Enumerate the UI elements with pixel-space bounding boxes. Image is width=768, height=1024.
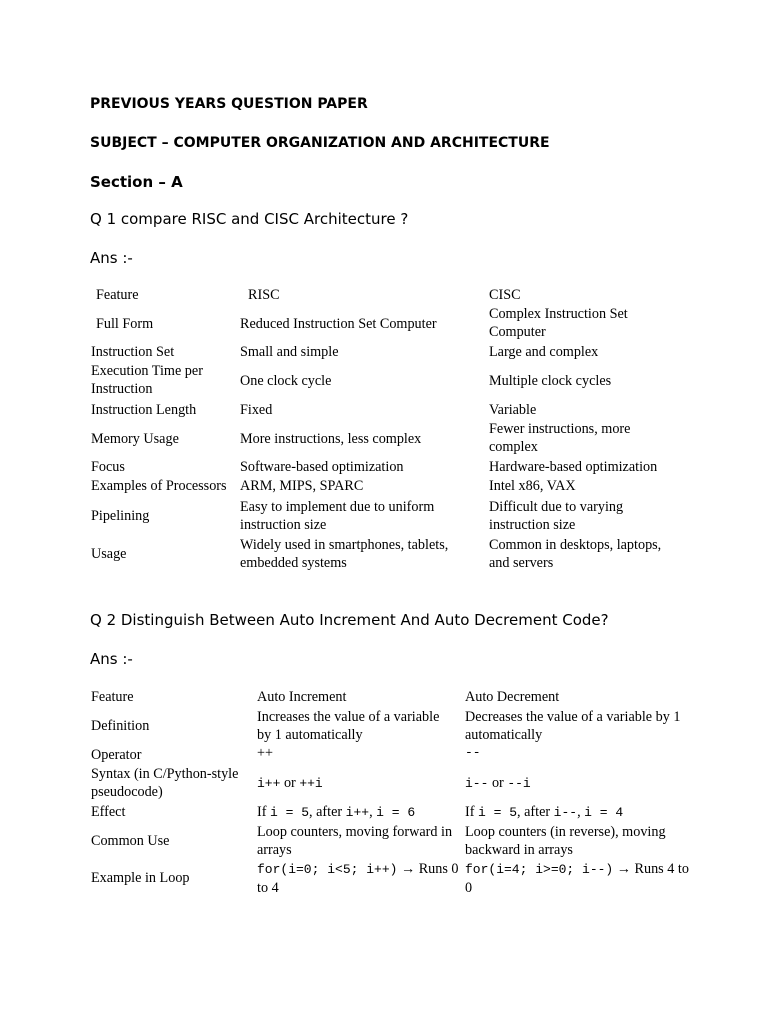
table-cell-cisc: Hardware-based optimization xyxy=(489,459,658,475)
table-cell-feature: Examples of Processors xyxy=(91,478,227,494)
table-cell-feature: Instruction Length xyxy=(91,402,197,418)
table-cell-cisc: Large and complex xyxy=(489,344,599,360)
code-text: for(i=0; i<5; i++) xyxy=(257,862,398,877)
table-cell-feature: Operator xyxy=(91,747,142,763)
code-text: i-- xyxy=(553,805,578,820)
table-cell-risc: ARM, MIPS, SPARC xyxy=(240,478,364,494)
table-cell-decrement xyxy=(465,803,623,822)
effect-text: , xyxy=(369,804,377,820)
table-cell-feature: Pipelining xyxy=(91,508,150,524)
table-cell-risc: Reduced Instruction Set Computer xyxy=(240,316,437,332)
table-cell-cisc: Complex Instruction Set Computer xyxy=(489,306,628,340)
table1-header-feature: Feature xyxy=(96,287,139,303)
table1-header-risc: RISC xyxy=(248,287,280,303)
paper-title: PREVIOUS YEARS QUESTION PAPER xyxy=(90,96,368,112)
effect-text: If xyxy=(465,804,478,820)
table-cell-increment: Increases the value of a variable by 1 automatically xyxy=(257,709,440,743)
table1-header-cisc: CISC xyxy=(489,287,521,303)
table-cell-feature: Definition xyxy=(91,718,150,734)
answer-label-1: Ans :- xyxy=(90,249,133,267)
effect-text: If xyxy=(257,804,270,820)
table2-header-decrement: Auto Decrement xyxy=(465,689,560,705)
effect-text: , after xyxy=(309,804,346,820)
table-cell-cisc: Fewer instructions, more complex xyxy=(489,421,631,455)
or-text: or xyxy=(488,775,508,791)
table-cell-increment xyxy=(257,860,462,897)
question-2: Q 2 Distinguish Between Auto Increment And Auto Decrement Code? xyxy=(90,611,609,629)
code-text: i = 5 xyxy=(270,805,310,820)
table-cell-increment xyxy=(257,803,415,822)
table-cell-feature: Focus xyxy=(91,459,125,475)
table-cell-cisc: Common in desktops, laptops, and servers xyxy=(489,537,662,571)
code-text: i++ xyxy=(345,805,370,820)
table-cell-feature: Execution Time per Instruction xyxy=(91,363,203,397)
table-cell-risc: Easy to implement due to uniform instruction size xyxy=(240,499,435,533)
table-cell-risc: Fixed xyxy=(240,402,273,418)
table-cell-risc: Software-based optimization xyxy=(240,459,404,475)
table-cell-increment: Loop counters, moving forward in arrays xyxy=(257,824,453,858)
code-text: --i xyxy=(507,776,531,791)
table-cell-cisc: Variable xyxy=(489,402,537,418)
table-cell-feature: Full Form xyxy=(96,316,154,332)
code-text: i = 4 xyxy=(584,805,624,820)
example-text: → Runs 4 to 0 xyxy=(465,861,689,896)
table2-header-increment: Auto Increment xyxy=(257,689,347,705)
code-text: ++i xyxy=(299,776,323,791)
table-cell-cisc: Intel x86, VAX xyxy=(489,478,576,494)
table-cell-feature: Effect xyxy=(91,804,126,820)
table-cell-increment xyxy=(257,774,323,793)
code-text: i-- xyxy=(465,776,489,791)
table-cell-cisc: Difficult due to varying instruction size xyxy=(489,499,624,533)
code-text: i = 5 xyxy=(478,805,518,820)
table-cell-feature: Usage xyxy=(91,546,127,562)
table-cell-risc: Small and simple xyxy=(240,344,339,360)
table-cell-feature: Syntax (in C/Python-style pseudocode) xyxy=(91,766,239,800)
question-1: Q 1 compare RISC and CISC Architecture ? xyxy=(90,210,409,228)
table-cell-risc: More instructions, less complex xyxy=(240,431,422,447)
table-cell-decrement: Decreases the value of a variable by 1 automatically xyxy=(465,709,681,743)
section-title: Section – A xyxy=(90,173,183,191)
table-cell-decrement xyxy=(465,774,531,793)
table-cell-feature: Example in Loop xyxy=(91,870,190,886)
table-cell-decrement: -- xyxy=(465,745,481,760)
table2-header-feature: Feature xyxy=(91,689,134,705)
table-cell-decrement: Loop counters (in reverse), moving backward in arrays xyxy=(465,824,666,858)
table-cell-feature: Instruction Set xyxy=(91,344,175,360)
effect-text: , after xyxy=(517,804,554,820)
table-cell-risc: Widely used in smartphones, tablets, embedded systems xyxy=(240,537,449,571)
table-cell-risc: One clock cycle xyxy=(240,373,332,389)
table-cell-feature: Memory Usage xyxy=(91,431,179,447)
table-cell-cisc: Multiple clock cycles xyxy=(489,373,612,389)
answer-label-2: Ans :- xyxy=(90,650,133,668)
or-text: or xyxy=(280,775,300,791)
code-text: i = 6 xyxy=(376,805,416,820)
table-cell-decrement xyxy=(465,860,690,897)
table-cell-increment: ++ xyxy=(257,745,274,761)
code-text: i++ xyxy=(257,776,281,791)
code-text: for(i=4; i>=0; i--) xyxy=(465,862,614,877)
effect-text: , xyxy=(577,804,585,820)
subject-title: SUBJECT – COMPUTER ORGANIZATION AND ARCHITECTURE xyxy=(90,135,550,151)
table-cell-feature: Common Use xyxy=(91,833,170,849)
example-text: → Runs 0 to 4 xyxy=(257,861,459,896)
